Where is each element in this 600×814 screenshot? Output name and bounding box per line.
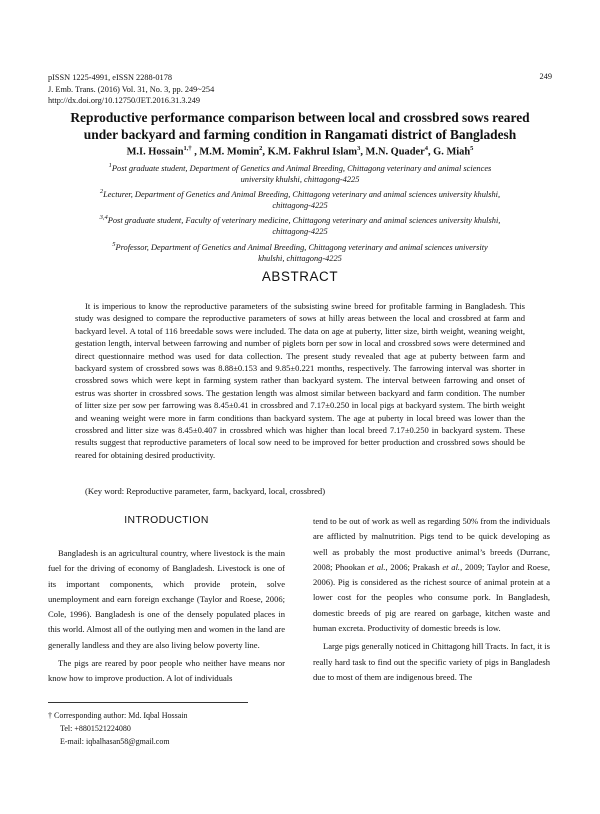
affiliation: $^{3,4}$Post graduate student, Faculty of veterinary medicine, Chittagong veterinary and animal sciences university khulshi, chittagong-4225: [99, 214, 501, 237]
author-sup: 4: [424, 145, 428, 152]
keywords: (Key word: Reproductive parameter, farm, backyard, local, crossbred): [85, 486, 326, 496]
author-list: M.I. Hossain$^{1,\dagger}$ , M.M. Momin$^2$, K.M. Fakhrul Islam$^3$, M.N. Quader$^4$, G. Miah$^5$: [126, 145, 474, 158]
footnote: [48, 709, 188, 748]
author-name: K.M. Fakhrul Islam: [267, 146, 358, 158]
introduction-heading: INTRODUCTION: [124, 515, 209, 526]
abstract-heading: ABSTRACT: [261, 269, 339, 284]
paper-title: [30, 109, 570, 143]
telephone: Tel: +8801521224080: [60, 724, 131, 733]
title-line-2: under backyard and farming condition in Rangamati district of Bangladesh: [83, 127, 517, 142]
corresponding-author: Corresponding author: Md. Iqbal Hossain: [54, 711, 188, 720]
citation-line: J. Emb. Trans. (2016) Vol. 31, No. 3, pp. 249~254: [48, 84, 215, 94]
author-name: G. Miah: [433, 146, 471, 158]
affiliation: $^1$Post graduate student, Department of Genetics and Animal Breeding, Chittagong veterinary and animal sciences university khulshi, chittagong-4225: [108, 162, 492, 184]
paragraph: Large pigs generally noticed in Chittagong hill Tracts. In fact, it is really hard task to find out the specific variety of pigs in Bangladesh due to most of them are indigenous breed. The: [313, 641, 550, 682]
abstract-body: It is imperious to know the reproductive parameters of the subsisting swine breed for profitable farming in Bangladesh. This study was designed to compare the reproductive parameters of sows at hilly areas between the local and crossbred at farm and backyard level. A total of 116 breedable sows were included. The data on age at puberty, litter size, birth weight, weaning weight, gestation length, interval between farrowing and number of piglets born per sow in local and crossbred sows were determined and direct questionnaire method was used for data collection. The present study revealed that age at puberty between farm and backyard system of crossbred sows was 8.88±0.153 and 9.85±0.221 months, respectively. The farrowing interval was shorter in crossbred sows which were kept in farming system rather than backyard system. The interval between farrowing and onset of estrus was shorter in crossbred sows. The gestation length was almost similar between backyard and farm condition. The number of litter size per sow per farrowing was 8.45±0.41 in crossbred and 7.17±0.250 in local pigs at backyard system. The birth weight and weaning weight were more in farm conditions than backyard system. The age at puberty in local breed was lower than the crossbred and litter size was 8.45±0.407 in crossbred which was higher than local breed 7.17±0.250 in backyard system. These results suggest that reproductive parameters of local sow need to be improved for better production and crossbred sows should be reared for obtaining desired productivity.: [75, 301, 525, 460]
author-name: M.I. Hossain: [126, 146, 184, 158]
paragraph: tend to be out of work as well as regarding 50% from the individuals are afflicted by malnutrition. Pigs tend to be quick developing as well as probably the most productive animal’s breeds (Durranc, 2008; Phookan et al., 2006; Prakash et al., 2009; Taylor and Roese, 2006). Pig is considered as the richest source of animal protein at a lower cost for the peoples who consume pork. In Bangladesh, domestic breeds of pig are reared on garbage, kitchen waste and human excreta. Productivity of domestic breeds is low.: [313, 516, 550, 634]
right-column: [313, 514, 550, 685]
page-number: 249: [539, 72, 552, 81]
journal-header: [48, 72, 214, 107]
affiliations: [60, 160, 540, 265]
affiliation: $^5$Professor, Department of Genetics and Animal Breeding, Chittagong veterinary and animal sciences university khulshi, chittagong-4225: [112, 240, 488, 263]
dagger-symbol: †: [48, 711, 52, 720]
author-sup: 5: [470, 145, 474, 152]
paragraph: Bangladesh is an agricultural country, where livestock is the main fuel for the driving of economy of Bangladesh. Livestock is one of its important components, which provide protein, solve unemployment and earn foreign exchange (Taylor and Roese, 2006; Cole, 1996). Bangladesh is one of the densely populated places in this world. Almost all of the outlying men and women in the land are generally landless and they are also living below poverty line.: [48, 548, 285, 650]
author-sup: 3: [357, 145, 361, 152]
author-name: M.N. Quader: [365, 146, 425, 158]
left-column: [48, 546, 285, 687]
footnote-divider: [48, 702, 248, 703]
author-sup: 2: [259, 145, 263, 152]
doi-link[interactable]: http://dx.doi.org/10.12750/JET.2016.31.3.249: [48, 96, 201, 105]
issn-line: pISSN 1225-4991, eISSN 2288-0178: [48, 73, 172, 82]
author-name: M.M. Momin: [199, 146, 260, 158]
title-line-1: Reproductive performance comparison between local and crossbred sows reared: [70, 110, 530, 125]
email[interactable]: E-mail: iqbalhasan58@gmail.com: [60, 737, 170, 746]
paragraph: The pigs are reared by poor people who neither have means nor know how to improve production. A lot of individuals: [48, 658, 285, 684]
affiliation: $^2$Lecturer, Department of Genetics and Animal Breeding, Chittagong veterinary and animal sciences university khulshi, chittagong-4225: [99, 188, 501, 211]
author-sup: 1,†: [183, 145, 192, 152]
